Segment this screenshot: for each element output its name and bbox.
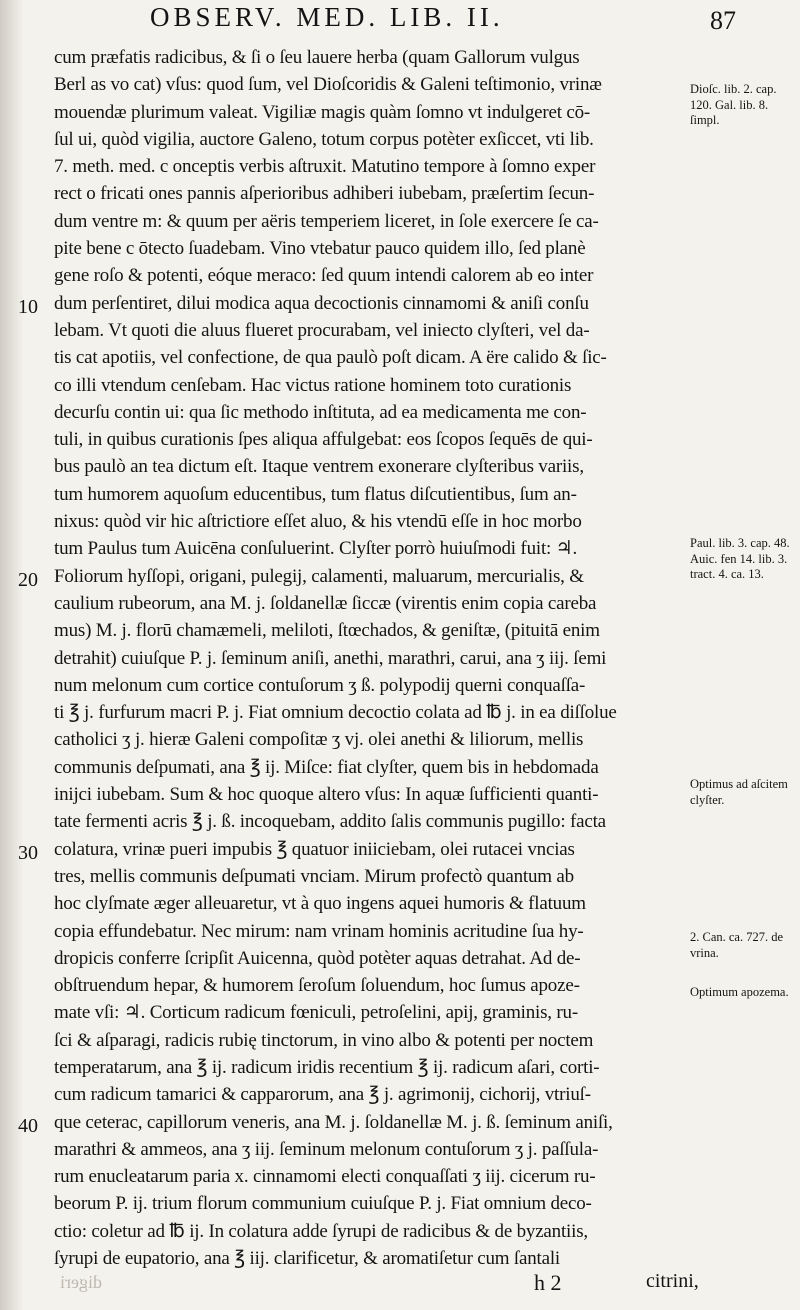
text-line: lebam. Vt quoti die aluus flueret procurabam, vel iniecto clyſteri, vel da- <box>54 319 590 341</box>
margin-note-canon: 2. Can. ca. 727. de vrina. <box>690 930 784 960</box>
text-line: tum humorem aquoſum educentibus, tum flatus diſcutientibus, ſum an- <box>54 483 577 505</box>
margin-note-clyster: Optimus ad aſcitem clyſter. <box>690 777 788 807</box>
text-line: tuli, in quibus curationis ſpes aliqua affulgebat: eos ſcopos ſequēs de qui- <box>54 429 593 451</box>
text-line: detrahit) cuiuſque P. j. ſeminum aniſi, anethi, marathri, carui, ana ʒ iij. ſemi <box>54 647 607 669</box>
text-line: ſci & aſparagi, radicis rubię tinctorum, in vino albo & potenti per noctem <box>54 1029 594 1051</box>
bleed-through-text: digeri <box>60 1272 102 1292</box>
text-line: decurſu contin ui: qua ſic methodo inſtituta, ad ea medicamenta me con- <box>54 401 587 423</box>
margin-note-dioscorides: Dioſc. lib. 2. cap. 120. Gal. lib. 8. ſimpl. <box>690 82 777 127</box>
text-line: inijci iubebam. Sum & hoc quoque altero vſus: In aquæ ſufficienti quanti- <box>54 784 599 806</box>
text-line: cum radicum tamarici & capparorum, ana ℥ j. agrimonij, cichorij, vtriuſ- <box>54 1084 591 1106</box>
running-head: OBSERV. MED. LIB. II. <box>150 2 504 32</box>
text-line: que ceterac, capillorum veneris, ana M. j. ſoldanellæ M. j. ß. ſeminum aniſi, <box>54 1111 613 1133</box>
margin-note-paulus: Paul. lib. 3. cap. 48. Auic. fen 14. lib. 3. tract. 4. ca. 13. <box>690 536 790 581</box>
text-line: copia effundebatur. Nec mirum: nam vrinam hominis acritudine ſua hy- <box>54 920 584 942</box>
page-number: 87 <box>710 6 736 35</box>
text-line: num melonum cum cortice contuſorum ʒ ß. polypodij querni conquaſſa- <box>54 674 586 696</box>
text-line: ſul ui, quòd vigilia, auctore Galeno, totum corpus potèter exſiccet, vti lib. <box>54 128 594 150</box>
text-line: colatura, vrinæ pueri impubis ℥ quatuor iniiciebam, olei rutacei vncias <box>54 838 575 860</box>
text-line: mouendæ plurimum valeat. Vigiliæ magis quàm ſomno vt indulgeret cō- <box>54 101 591 123</box>
text-line: tum Paulus tum Auicēna conſuluerint. Clyſter porrò huiuſmodi fuit: ♃. <box>54 538 578 560</box>
text-line: tres, mellis communis deſpumati vnciam. Mirum profectò quantum ab <box>54 865 574 887</box>
signature-mark: h 2 <box>534 1270 562 1295</box>
text-line: Berl as vo cat) vſus: quod ſum, vel Dioſcoridis & Galeni teſtimonio, vrinæ <box>54 74 602 96</box>
text-line: mate vſi: ♃. Corticum radicum fœniculi, petroſelini, apij, graminis, ru- <box>54 1002 578 1024</box>
line-number-10: 10 <box>18 296 38 318</box>
text-line: caulium rubeorum, ana M. j. ſoldanellæ ſiccæ (virentis enim copia careba <box>54 592 597 614</box>
text-line: mus) M. j. florū chamæmeli, meliloti, ſtœchados, & geniſtæ, (pituitā enim <box>54 620 600 642</box>
text-line: rect o fricati ones pannis aſperioribus adhiberi iubebam, præſertim ſecun- <box>54 183 595 205</box>
line-number-40: 40 <box>18 1115 38 1137</box>
text-line: bus paulò an tea dictum eſt. Itaque ventrem exonerare clyſteribus variis, <box>54 456 584 478</box>
margin-note-apozema: Optimum apozema. <box>690 985 789 999</box>
text-line: cum præfatis radicibus, & ſi o ſeu lauere herba (quam Gallorum vulgus <box>54 47 580 68</box>
catchword: citrini, <box>646 1270 699 1292</box>
text-line: co illi vtendum cenſebam. Hac victus ratione hominem toto curationis <box>54 374 572 396</box>
text-line: tis cat apotiis, vel confectione, de qua paulò poſt dicam. A ëre calido & ſic- <box>54 347 607 369</box>
text-line: ti ℥ j. furfurum macri P. j. Fiat omnium decoctio colata ad ℔ j. in ea diſſolue <box>54 702 617 724</box>
text-line: dum perſentiret, dilui modica aqua decoctionis cinnamomi & aniſi conſu <box>54 292 589 314</box>
text-line: Foliorum hyſſopi, origani, pulegij, calamenti, maluarum, mercurialis, & <box>54 565 584 587</box>
text-line: gene roſo & potenti, eóque meraco: ſed quum intendi calorem ab eo inter <box>54 265 594 287</box>
text-line: ſyrupi de eupatorio, ana ℥ iij. clarificetur, & aromatiſetur cum ſantali <box>54 1248 560 1270</box>
text-line: pite bene c ōtecto ſuadebam. Vino vtebatur pauco quidem illo, ſed planè <box>54 238 586 260</box>
text-line: marathri & ammeos, ana ʒ iij. ſeminum melonum contuſorum ʒ j. paſſula- <box>54 1138 599 1160</box>
page-gutter-shadow <box>0 0 24 1310</box>
line-number-30: 30 <box>18 842 38 864</box>
text-line: ctio: coletur ad ℔ ij. In colatura adde ſyrupi de radicibus & de byzantiis, <box>54 1220 588 1242</box>
text-line: communis deſpumati, ana ℥ ij. Miſce: fiat clyſter, quem bis in hebdomada <box>54 756 599 778</box>
text-line: obſtruendum hepar, & humorem ſeroſum ſoluendum, hoc ſumus apoze- <box>54 975 580 997</box>
text-line: rum enucleatarum paria x. cinnamomi electi conquaſſati ʒ iij. cicerum ru- <box>54 1166 596 1188</box>
text-line: beorum P. ij. trium florum communium cuiuſque P. j. Fiat omnium deco- <box>54 1193 592 1215</box>
line-number-20: 20 <box>18 569 38 591</box>
text-line: hoc clyſmate æger alleuaretur, vt à quo ingens aquei humoris & flatuum <box>54 893 586 915</box>
text-line: temperatarum, ana ℥ ij. radicum iridis recentium ℥ ij. radicum aſari, corti- <box>54 1056 600 1078</box>
text-line: tate fermenti acris ℥ j. ß. incoquebam, addito ſalis communis pugillo: facta <box>54 811 606 833</box>
main-text-block <box>54 44 694 1272</box>
text-line: dropicis conferre ſcripſit Auicenna, quòd potèter aquas detrahat. Ad de- <box>54 947 581 969</box>
text-line: nixus: quòd vir hic aſtrictiore eſſet aluo, & his vtendū eſſe in hoc morbo <box>54 511 582 533</box>
text-line: dum ventre m: & quum per aëris temperiem liceret, in ſole exercere ſe ca- <box>54 210 599 232</box>
text-line: catholici ʒ j. hieræ Galeni compoſitæ ʒ vj. olei anethi & liliorum, mellis <box>54 729 584 751</box>
text-line: 7. meth. med. c onceptis verbis aſtruxit. Matutino tempore à ſomno exper <box>54 156 596 178</box>
